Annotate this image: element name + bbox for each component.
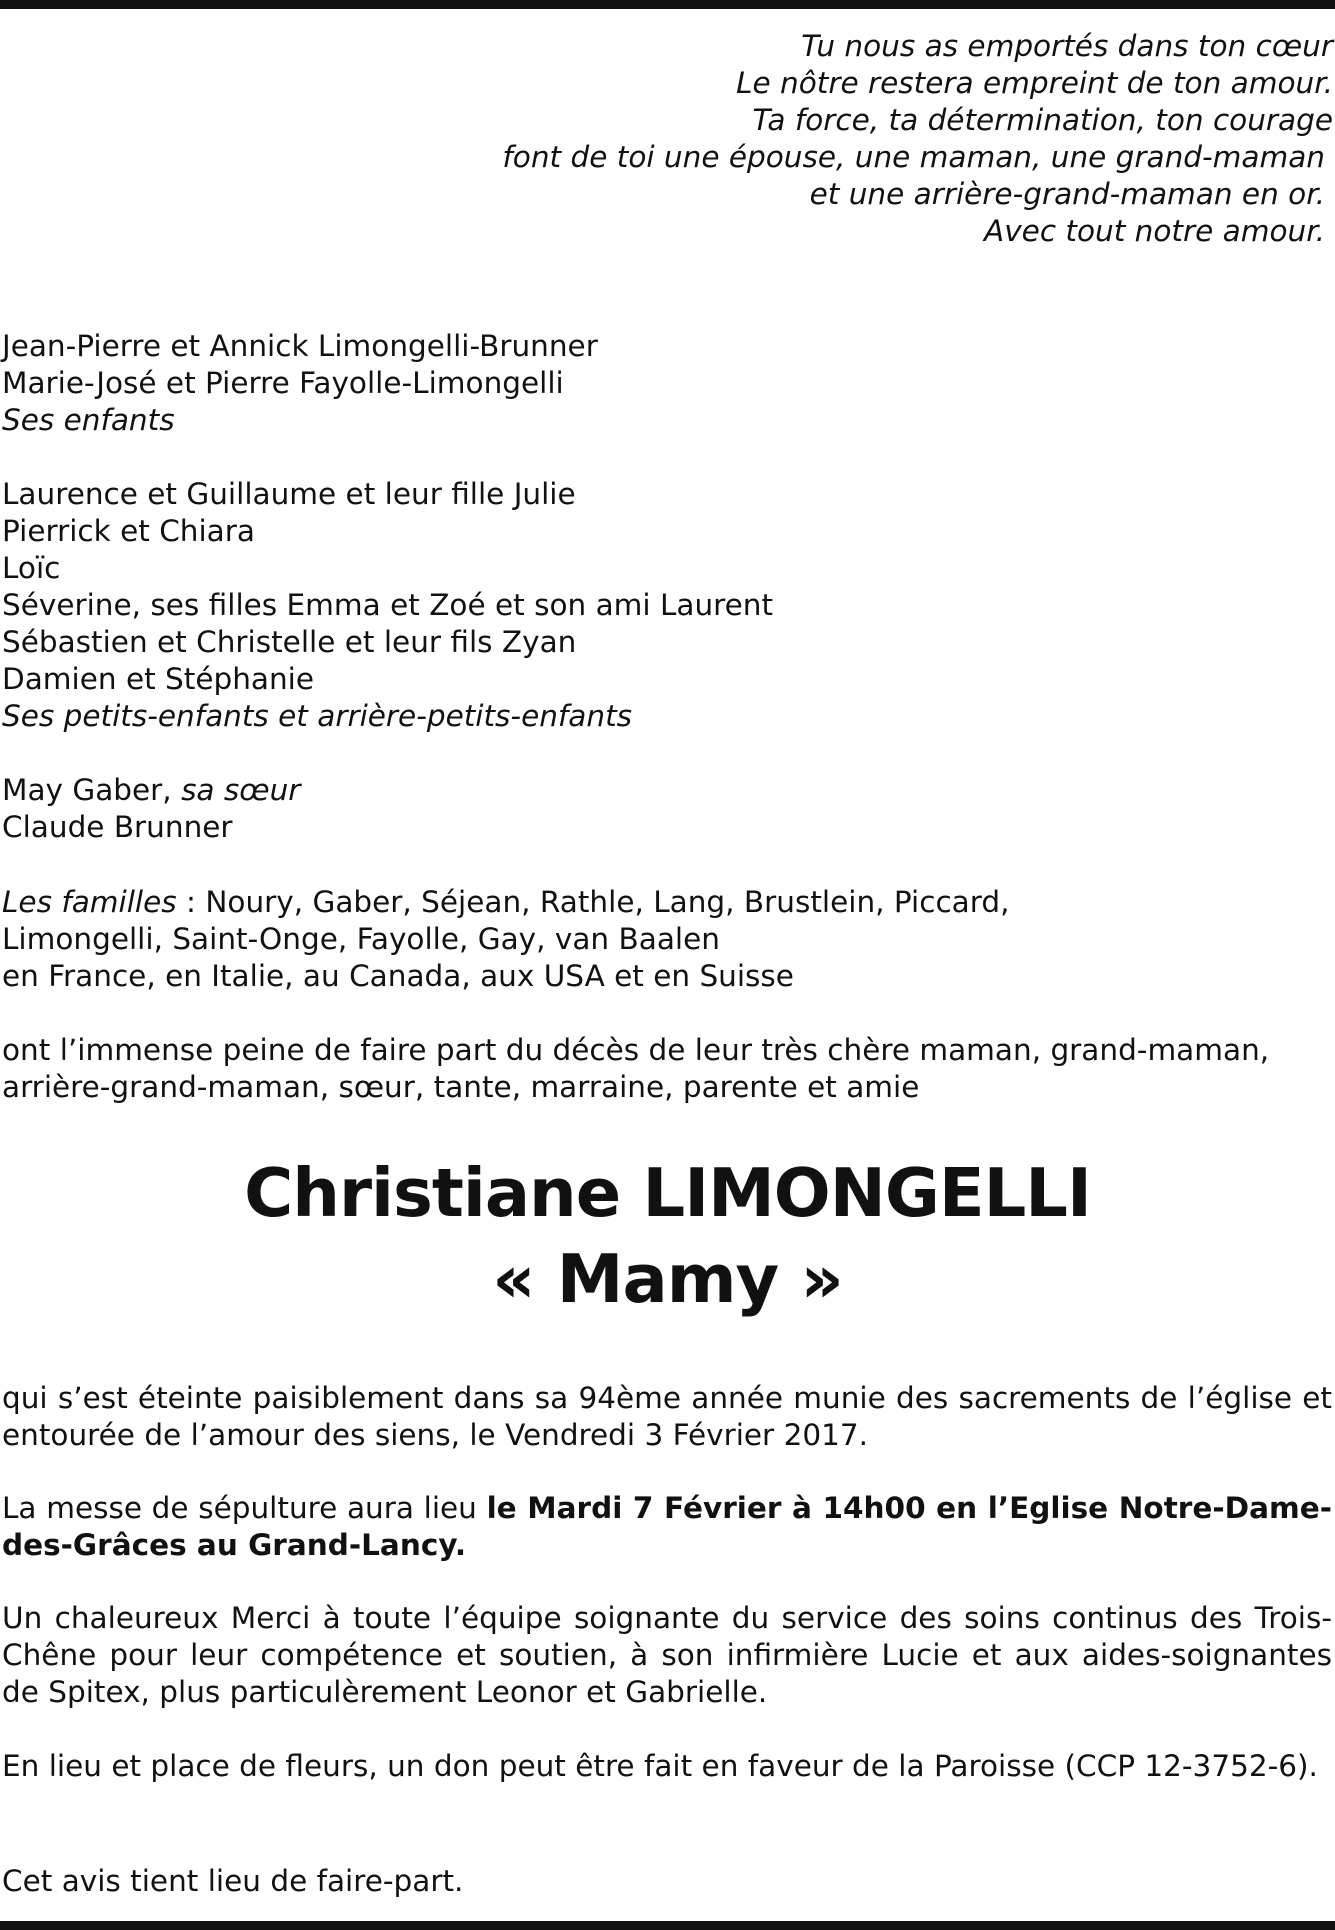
poem-line: Avec tout notre amour. — [984, 214, 1325, 248]
sister-role: sa sœur — [181, 773, 301, 807]
sister-name: May Gaber, — [2, 773, 182, 807]
poem-line: et une arrière-grand-maman en or. — [809, 177, 1325, 211]
deceased-nickname: « Mamy » — [492, 1240, 843, 1318]
grandchild-name: Séverine, ses filles Emma et Zoé et son ami Laurent — [2, 588, 774, 622]
child-name: Jean-Pierre et Annick Limongelli-Brunner — [2, 329, 598, 363]
poem-line: font de toi une épouse, une maman, une grand-maman — [502, 140, 1325, 174]
bottom-border-rule — [0, 1921, 1335, 1930]
families-line — [2, 884, 1332, 921]
announcement-line: arrière-grand-maman, sœur, tante, marraine, parente et amie — [2, 1070, 920, 1104]
thanks-paragraph: Un chaleureux Merci à toute l’équipe soignante du service des soins continus des Trois-Chêne pour leur compétence et soutien, à son infirmière Lucie et aux aides-soignantes de Spitex, plus particulèrement Leonor et Gabrielle. — [2, 1601, 1332, 1709]
announcement-line: ont l’immense peine de faire part du décès de leur très chère maman, grand-maman, — [2, 1033, 1270, 1067]
families-names: Limongelli, Saint-Onge, Fayolle, Gay, van Baalen — [2, 922, 720, 956]
deceased-name: Christiane LIMONGELLI — [244, 1154, 1091, 1232]
death-paragraph: qui s’est éteinte paisiblement dans sa 94ème année munie des sacrements de l’église et entourée de l’amour des siens, le Vendredi 3 Février 2017. — [2, 1381, 1332, 1452]
children-block — [2, 328, 1332, 439]
flowers-paragraph: En lieu et place de fleurs, un don peut être fait en faveur de la Paroisse (CCP 12-3752-6). — [2, 1749, 1318, 1783]
top-border-rule — [0, 0, 1335, 9]
grandchild-name: Sébastien et Christelle et leur fils Zyan — [2, 625, 577, 659]
grandchild-name: Laurence et Guillaume et leur fille Julie — [2, 477, 576, 511]
deceased-name-block — [0, 1150, 1335, 1322]
families-countries: en France, en Italie, au Canada, aux USA et en Suisse — [2, 959, 794, 993]
children-role: Ses enfants — [2, 403, 175, 437]
poem-line: Ta force, ta détermination, ton courage — [752, 103, 1333, 137]
mass-paragraph — [2, 1490, 1332, 1564]
grandchild-name: Damien et Stéphanie — [2, 662, 315, 696]
families-label: Les familles — [2, 885, 177, 919]
grandchildren-role: Ses petits-enfants et arrière-petits-enfants — [2, 699, 633, 733]
grandchildren-block — [2, 476, 1332, 735]
mass-details: le Mardi 7 Février à 14h00 en l’Eglise Notre-Dame-des-Grâces au Grand-Lancy. — [2, 1491, 1332, 1562]
families-names: : Noury, Gaber, Séjean, Rathle, Lang, Brustlein, Piccard, — [176, 885, 1010, 919]
mass-prefix: La messe de sépulture aura lieu — [2, 1491, 487, 1525]
memorial-poem — [433, 28, 1333, 250]
families-block — [2, 884, 1332, 995]
announcement-block — [2, 1032, 1332, 1106]
grandchild-name: Pierrick et Chiara — [2, 514, 255, 548]
poem-line: Le nôtre restera empreint de ton amour. — [736, 66, 1333, 100]
child-name: Marie-José et Pierre Fayolle-Limongelli — [2, 366, 564, 400]
poem-line: Tu nous as emportés dans ton cœur — [801, 29, 1333, 63]
notice-paragraph: Cet avis tient lieu de faire-part. — [2, 1864, 464, 1898]
siblings-block — [2, 772, 1332, 846]
grandchild-name: Loïc — [2, 551, 61, 585]
sister-line — [2, 772, 1332, 809]
relative-name: Claude Brunner — [2, 810, 233, 844]
